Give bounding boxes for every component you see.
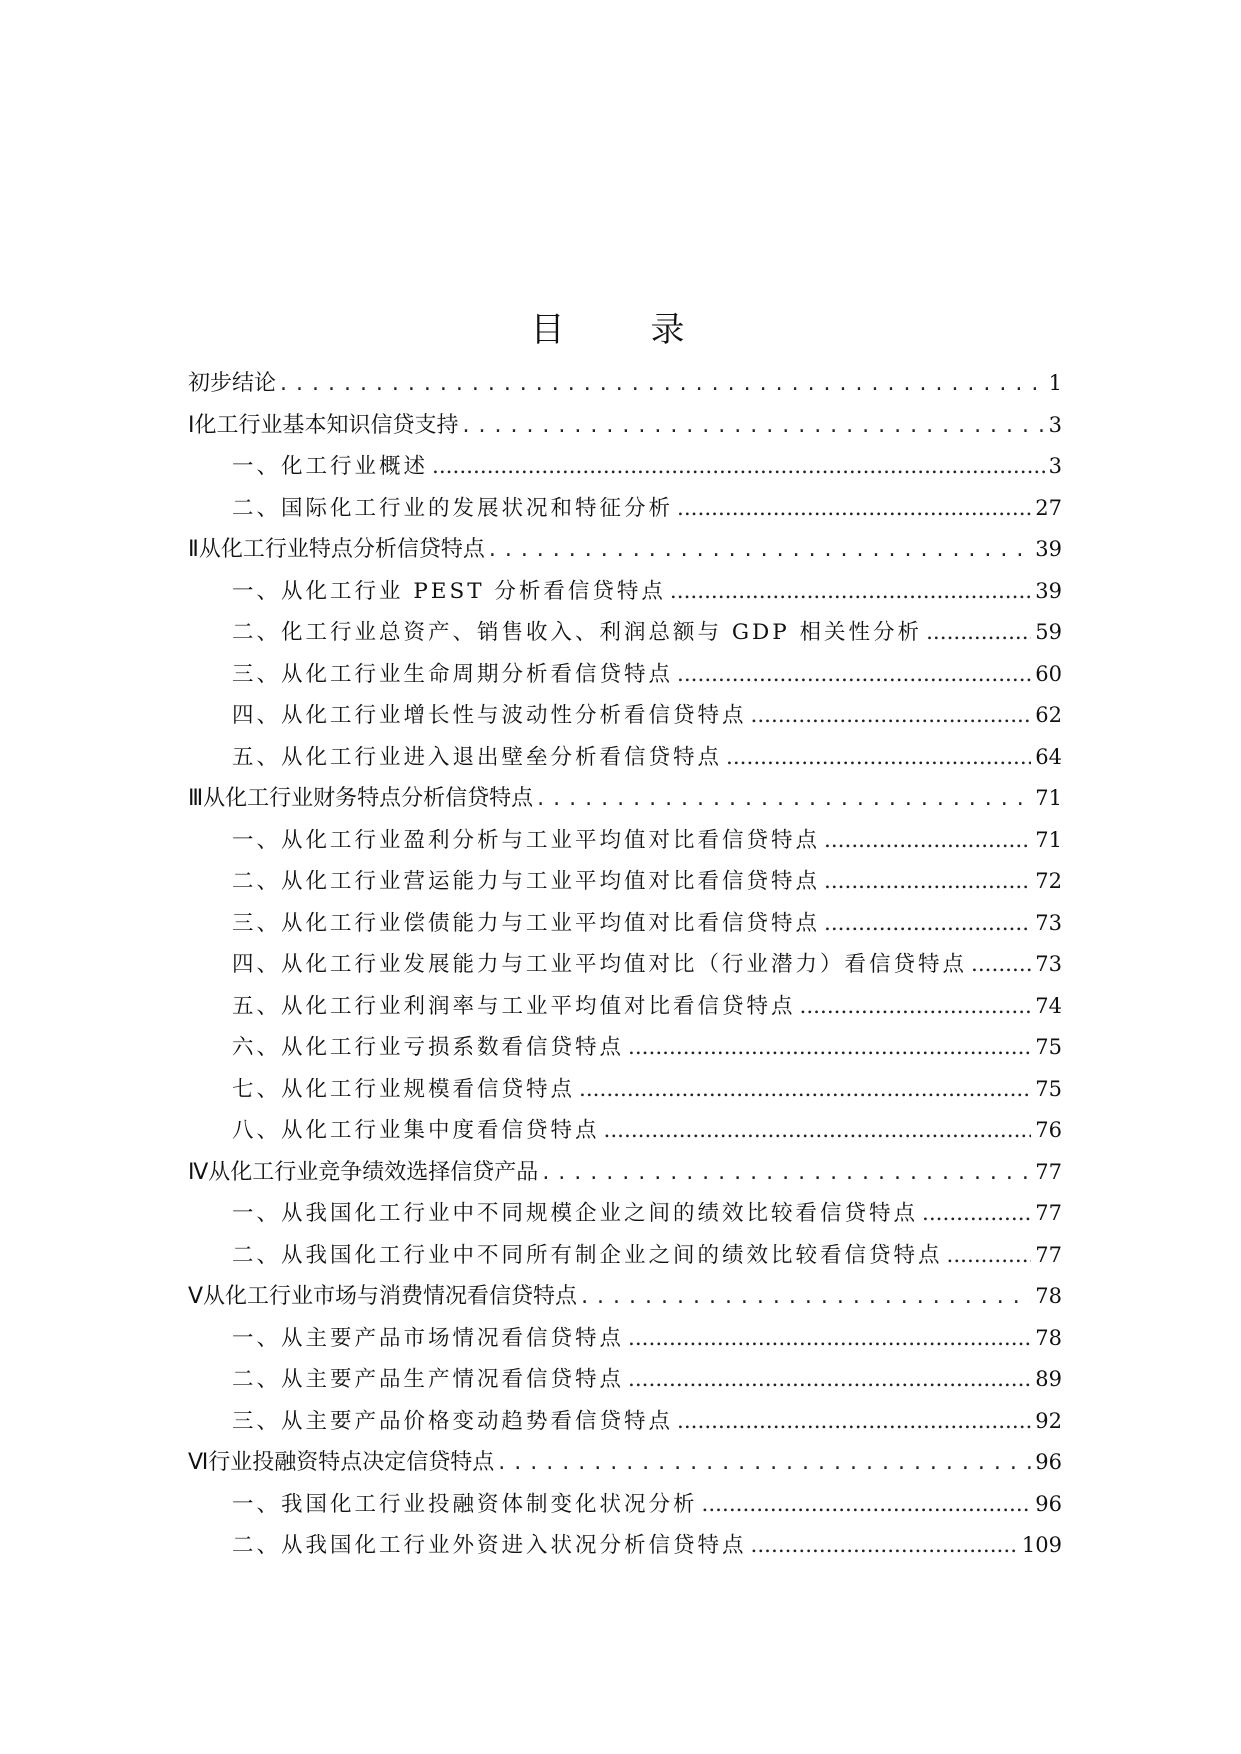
dot-leader bbox=[677, 1401, 1031, 1443]
toc-entry-title: 一、我国化工行业投融资体制变化状况分析 bbox=[232, 1491, 698, 1517]
toc-page-number: 59 bbox=[1035, 620, 1062, 644]
toc-subsection-entry[interactable] bbox=[188, 1525, 1062, 1567]
dot-leader bbox=[489, 529, 1031, 571]
toc-entry-title: 二、国际化工行业的发展状况和特征分析 bbox=[232, 495, 674, 521]
toc-entry-title: 一、从化工行业盈利分析与工业平均值对比看信贷特点 bbox=[232, 827, 821, 853]
toc-page-number: 78 bbox=[1035, 1325, 1062, 1350]
dot-leader bbox=[579, 1069, 1031, 1111]
toc-entry-title: 二、从我国化工行业外资进入状况分析信贷特点 bbox=[232, 1533, 747, 1558]
toc-page-number: 39 bbox=[1035, 578, 1062, 603]
toc-entry-title: 三、从主要产品价格变动趋势看信贷特点 bbox=[232, 1408, 674, 1434]
dot-leader bbox=[537, 778, 1031, 820]
toc-entry-title: 三、从化工行业生命周期分析看信贷特点 bbox=[232, 661, 674, 687]
toc-subsection-entry[interactable] bbox=[188, 612, 1062, 654]
toc-page-number: 3 bbox=[1048, 412, 1062, 437]
toc-subsection-entry[interactable] bbox=[188, 1235, 1062, 1277]
toc-entry-title: 一、从化工行业 PEST 分析看信贷特点 bbox=[232, 578, 666, 604]
toc-subsection-entry[interactable] bbox=[188, 737, 1062, 779]
toc-page-number: 71 bbox=[1035, 786, 1062, 810]
dot-leader bbox=[947, 1235, 1032, 1277]
dot-leader bbox=[824, 861, 1031, 903]
toc-section-entry[interactable] bbox=[188, 529, 1062, 571]
dot-leader bbox=[971, 944, 1031, 986]
dot-leader bbox=[677, 654, 1031, 696]
dot-leader bbox=[581, 1276, 1031, 1318]
toc-entry-title: 四、从化工行业发展能力与工业平均值对比（行业潜力）看信贷特点 bbox=[232, 952, 968, 977]
toc-page-number: 62 bbox=[1035, 703, 1062, 727]
dot-leader bbox=[926, 612, 1031, 654]
toc-page-number: 39 bbox=[1035, 537, 1062, 561]
toc-entry-title: 六、从化工行业亏损系数看信贷特点 bbox=[232, 1035, 625, 1060]
toc-subsection-entry[interactable] bbox=[188, 1359, 1062, 1401]
toc-entry-title: 一、化工行业概述 bbox=[232, 454, 429, 479]
dot-leader bbox=[628, 1318, 1031, 1360]
toc-subsection-entry[interactable] bbox=[188, 1069, 1062, 1111]
toc-page-number: 77 bbox=[1035, 1159, 1062, 1184]
dot-leader bbox=[542, 1152, 1031, 1194]
table-of-contents bbox=[188, 363, 1062, 1567]
toc-page-number: 89 bbox=[1035, 1367, 1062, 1391]
dot-leader bbox=[604, 1110, 1032, 1152]
dot-leader bbox=[432, 446, 1045, 488]
toc-entry-title: 二、化工行业总资产、销售收入、利润总额与 GDP 相关性分析 bbox=[232, 620, 923, 645]
toc-entry-title: 八、从化工行业集中度看信贷特点 bbox=[232, 1118, 600, 1143]
toc-page-number: 72 bbox=[1035, 869, 1062, 893]
toc-section-entry[interactable] bbox=[188, 363, 1062, 405]
toc-entry-title: 五、从化工行业利润率与工业平均值对比看信贷特点 bbox=[232, 993, 796, 1019]
toc-subsection-entry[interactable] bbox=[188, 1110, 1062, 1152]
toc-page-number: 64 bbox=[1035, 744, 1062, 769]
toc-subsection-entry[interactable] bbox=[188, 903, 1062, 945]
toc-entry-title: 二、从我国化工行业中不同所有制企业之间的绩效比较看信贷特点 bbox=[232, 1242, 943, 1268]
dot-leader bbox=[800, 986, 1032, 1028]
dot-leader bbox=[463, 405, 1045, 447]
toc-subsection-entry[interactable] bbox=[188, 695, 1062, 737]
toc-entry-title: Ⅲ从化工行业财务特点分析信贷特点 bbox=[188, 786, 534, 811]
toc-page-number: 1 bbox=[1048, 371, 1062, 395]
toc-subsection-entry[interactable] bbox=[188, 654, 1062, 696]
toc-section-entry[interactable] bbox=[188, 1276, 1062, 1318]
dot-leader bbox=[498, 1442, 1031, 1484]
toc-page-number: 96 bbox=[1035, 1450, 1062, 1474]
toc-entry-title: Ⅰ化工行业基本知识信贷支持 bbox=[188, 412, 459, 438]
dot-leader bbox=[280, 363, 1045, 405]
dot-leader bbox=[670, 571, 1031, 613]
toc-subsection-entry[interactable] bbox=[188, 820, 1062, 862]
toc-subsection-entry[interactable] bbox=[188, 944, 1062, 986]
toc-page-number: 109 bbox=[1021, 1533, 1062, 1557]
toc-page-number: 74 bbox=[1035, 993, 1062, 1018]
dot-leader bbox=[677, 488, 1031, 530]
dot-leader bbox=[824, 820, 1031, 862]
toc-entry-title: 三、从化工行业偿债能力与工业平均值对比看信贷特点 bbox=[232, 910, 821, 936]
toc-subsection-entry[interactable] bbox=[188, 488, 1062, 530]
page-title: 目 录 bbox=[530, 310, 711, 350]
dot-leader bbox=[922, 1193, 1031, 1235]
toc-subsection-entry[interactable] bbox=[188, 1401, 1062, 1443]
toc-page-number: 3 bbox=[1048, 454, 1062, 478]
dot-leader bbox=[628, 1027, 1031, 1069]
toc-entry-title: 初步结论 bbox=[188, 371, 277, 396]
toc-subsection-entry[interactable] bbox=[188, 1193, 1062, 1235]
dot-leader bbox=[726, 737, 1031, 779]
toc-entry-title: 四、从化工行业增长性与波动性分析看信贷特点 bbox=[232, 703, 747, 728]
toc-page-number: 92 bbox=[1035, 1408, 1062, 1433]
toc-section-entry[interactable] bbox=[188, 1442, 1062, 1484]
toc-page-number: 77 bbox=[1035, 1242, 1062, 1267]
toc-page-number: 77 bbox=[1035, 1201, 1062, 1225]
toc-entry-title: 五、从化工行业进入退出壁垒分析看信贷特点 bbox=[232, 744, 723, 770]
toc-page-number: 71 bbox=[1035, 827, 1062, 852]
toc-subsection-entry[interactable] bbox=[188, 571, 1062, 613]
toc-page-number: 27 bbox=[1035, 495, 1062, 520]
toc-entry-title: 一、从我国化工行业中不同规模企业之间的绩效比较看信贷特点 bbox=[232, 1201, 919, 1226]
toc-entry-title: 七、从化工行业规模看信贷特点 bbox=[232, 1076, 576, 1102]
toc-page-number: 60 bbox=[1035, 661, 1062, 686]
toc-page-number: 78 bbox=[1035, 1284, 1062, 1308]
toc-page-number: 96 bbox=[1035, 1491, 1062, 1516]
toc-subsection-entry[interactable] bbox=[188, 1027, 1062, 1069]
toc-page-number: 75 bbox=[1035, 1076, 1062, 1101]
toc-entry-title: 一、从主要产品市场情况看信贷特点 bbox=[232, 1325, 625, 1351]
toc-subsection-entry[interactable] bbox=[188, 986, 1062, 1028]
dot-leader bbox=[702, 1484, 1032, 1526]
toc-entry-title: Ⅴ从化工行业市场与消费情况看信贷特点 bbox=[188, 1284, 578, 1309]
toc-subsection-entry[interactable] bbox=[188, 861, 1062, 903]
dot-leader bbox=[824, 903, 1031, 945]
toc-subsection-entry[interactable] bbox=[188, 446, 1062, 488]
toc-entry-title: Ⅵ行业投融资特点决定信贷特点 bbox=[188, 1450, 495, 1475]
toc-page-number: 75 bbox=[1035, 1035, 1062, 1059]
toc-section-entry[interactable] bbox=[188, 1152, 1062, 1194]
toc-page-number: 73 bbox=[1035, 910, 1062, 935]
dot-leader bbox=[751, 695, 1032, 737]
toc-entry-title: 二、从化工行业营运能力与工业平均值对比看信贷特点 bbox=[232, 869, 821, 894]
toc-entry-title: 二、从主要产品生产情况看信贷特点 bbox=[232, 1367, 625, 1392]
toc-page-number: 76 bbox=[1035, 1118, 1062, 1142]
toc-section-entry[interactable] bbox=[188, 405, 1062, 447]
toc-entry-title: Ⅱ从化工行业特点分析信贷特点 bbox=[188, 537, 485, 562]
toc-subsection-entry[interactable] bbox=[188, 1484, 1062, 1526]
toc-page-number: 73 bbox=[1035, 952, 1062, 976]
toc-section-entry[interactable] bbox=[188, 778, 1062, 820]
dot-leader bbox=[628, 1359, 1031, 1401]
toc-entry-title: Ⅳ从化工行业竞争绩效选择信贷产品 bbox=[188, 1159, 539, 1185]
dot-leader bbox=[751, 1525, 1018, 1567]
toc-subsection-entry[interactable] bbox=[188, 1318, 1062, 1360]
